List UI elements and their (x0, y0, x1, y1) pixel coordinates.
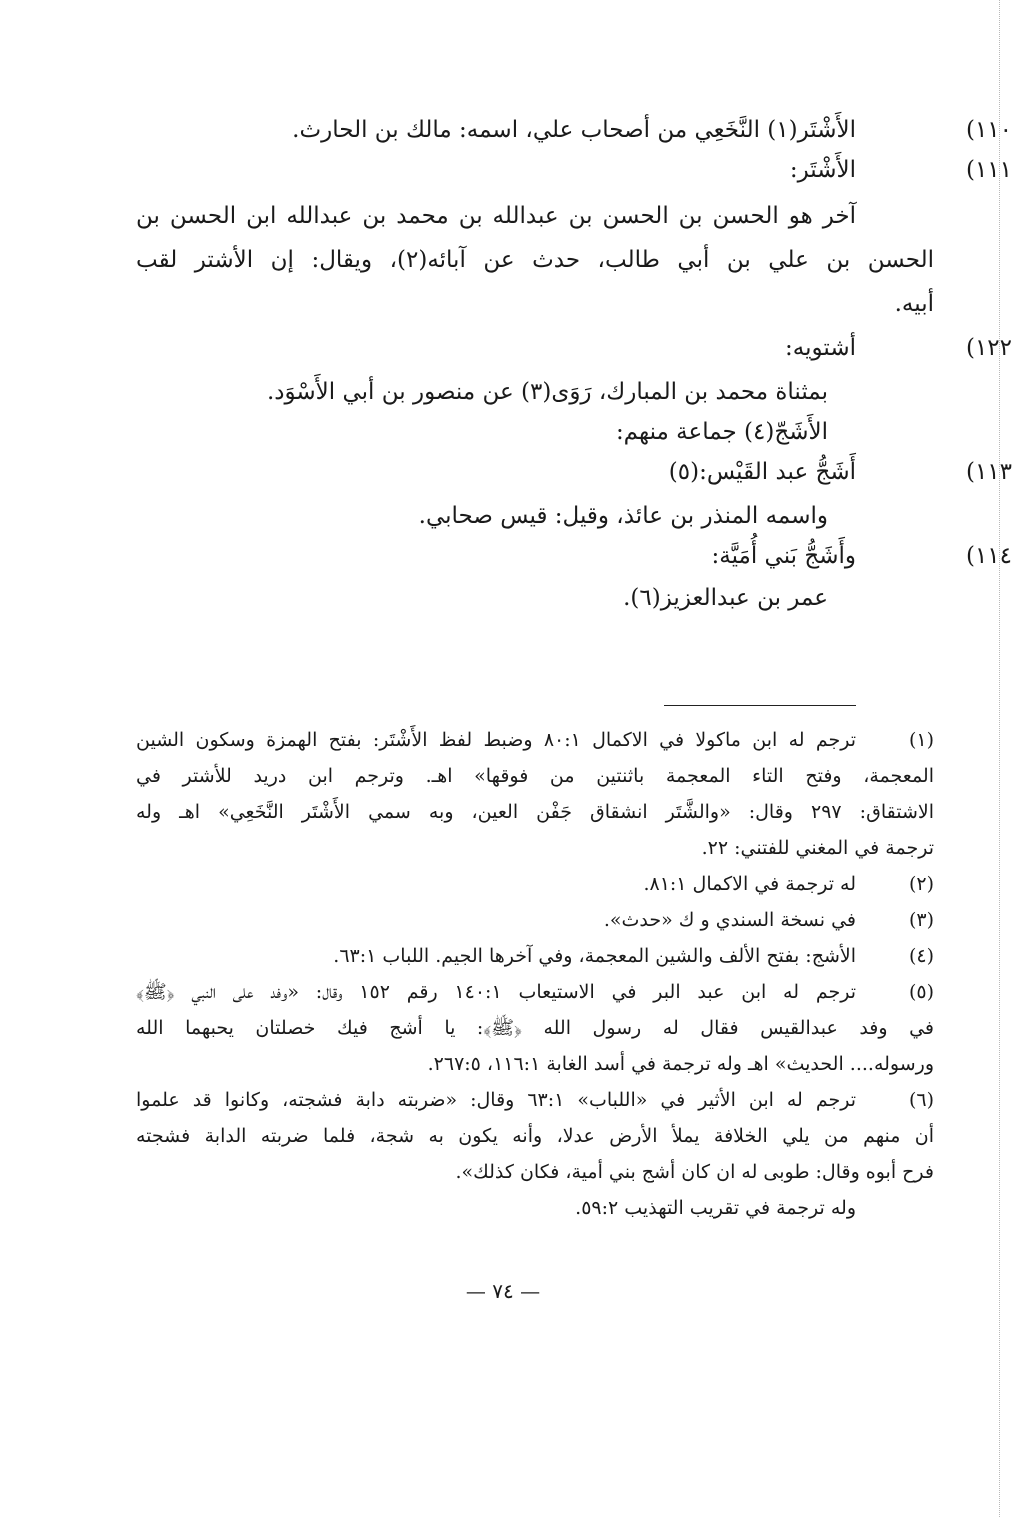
footnote-line: في نسخة السندي و ك «حدث». (603, 909, 856, 931)
entry-heading: أشتويه: (785, 335, 856, 361)
entry-heading: وأَشَجُّ بَني أُمَيَّة: (711, 543, 856, 569)
footnote-line: له ترجمة في الاكمال ٨١:١. (643, 873, 856, 895)
main-entries (136, 110, 1012, 618)
entry-text-line: بمثناة محمد بن المبارك، رَوَى(٣) عن منصور بن أبي الأَسْوَد. (266, 379, 828, 405)
footnote-1 (136, 722, 934, 866)
footnote-number: (٣) (908, 909, 934, 931)
footnote-6 (136, 1082, 934, 1226)
footnote-number: (٢) (908, 873, 934, 895)
footnote-4 (136, 938, 934, 974)
footnote-2 (136, 866, 934, 902)
footnote-line: في وفد عبدالقيس فقال له رسول الله ﴿ﷺ﴾: يا أشج فيك خصلتان يحبهما الله (136, 1017, 934, 1039)
entry-text-line: عمر بن عبدالعزيز(٦). (623, 585, 828, 611)
entry-heading: الأَشْتَر: (789, 157, 856, 183)
paragraph-line: الحسن بن علي بن أبي طالب، حدث عن آبائه(٢)، ويقال: إن الأشتر لقب (136, 247, 935, 273)
entry-number: ١١١) (965, 157, 1012, 183)
footnotes (136, 722, 934, 1226)
entry-text-line: واسمه المنذر بن عائذ، وقيل: قيس صحابي. (418, 503, 828, 529)
footnote-line: ترجم له ابن ماكولا في الاكمال ٨٠:١ وضبط لفظ الأَشْتَر: بفتح الهمزة وسكون الشين (136, 729, 856, 751)
entry-111-paragraph (136, 194, 934, 326)
entry-text: الأَشْتَر(١) النَّخَعِي من أصحاب علي، اسمه: مالك بن الحارث. (292, 117, 856, 143)
entry-group-heading: الأَشَجّ(٤) جماعة منهم: (615, 419, 828, 445)
footnote-number: (١) (908, 729, 934, 751)
footnote-line: المعجمة، وفتح التاء المعجمة باثنتين من فوقها» اهـ. وترجم ابن دريد للأشتر في (136, 765, 934, 787)
entry-114 (136, 536, 1012, 576)
entry-number: ١١٠) (965, 117, 1012, 143)
footnote-line: أن منهم من يلي الخلافة يملأ الأرض عدلا، وأنه يكون به شجة، فلما ضربته الدابة فشجته (136, 1125, 934, 1147)
paragraph-line: آخر هو الحسن بن الحسن بن عبدالله بن محمد بن عبدالله ابن الحسن بن (136, 203, 856, 229)
footnote-number: (٥) (908, 981, 934, 1003)
entry-113 (136, 452, 1012, 492)
footnote-line: ترجم له ابن الأثير في «اللباب» ٦٣:١ وقال: «ضربته دابة فشجته، وكانوا قد علموا (136, 1089, 856, 1111)
entry-number: ١١٤) (965, 543, 1012, 569)
footnote-5 (136, 974, 934, 1082)
footnote-line: الاشتقاق: ٢٩٧ وقال: «والشَّتَر انشقاق جَفْن العين، وبه سمي الأَشْتَر النَّخَعِي» اهـ وله (136, 801, 934, 823)
page-number: — ٧٤ — (465, 1279, 541, 1303)
entry-number: ١٢٢) (965, 335, 1012, 361)
entry-number: ١١٣) (965, 459, 1012, 485)
paragraph-line: أبيه. (894, 291, 934, 317)
footnote-line: فرح أبوه وقال: طوبى له ان كان أشج بني أمية، فكان كذلك». (455, 1161, 934, 1183)
footnote-line: وله ترجمة في تقريب التهذيب ٥٩:٢. (575, 1197, 856, 1219)
entry-heading: أَشَجُّ عبد القَيْس:(٥) (668, 459, 856, 485)
footnote-line: ورسوله.... الحديث» اهـ وله ترجمة في أسد الغابة ١١٦:١، ٢٦٧:٥. (427, 1053, 934, 1075)
footnote-line: ترجم له ابن عبد البر في الاستيعاب ١٤٠:١ رقم ١٥٢ وقال: «وفد على النبي ﴿ﷺ﴾ (136, 981, 856, 1003)
entry-111 (136, 150, 1012, 190)
footnote-line: ترجمة في المغني للفتني: ٢٢. (701, 837, 934, 859)
footnote-number: (٦) (908, 1089, 934, 1111)
entry-122 (136, 328, 1012, 368)
footnote-line: الأشج: بفتح الألف والشين المعجمة، وفي آخرها الجيم. اللباب ٦٣:١. (333, 945, 856, 967)
footnote-number: (٤) (908, 945, 934, 967)
entry-110 (136, 110, 1012, 150)
footnote-separator (664, 705, 856, 706)
footnote-3 (136, 902, 934, 938)
